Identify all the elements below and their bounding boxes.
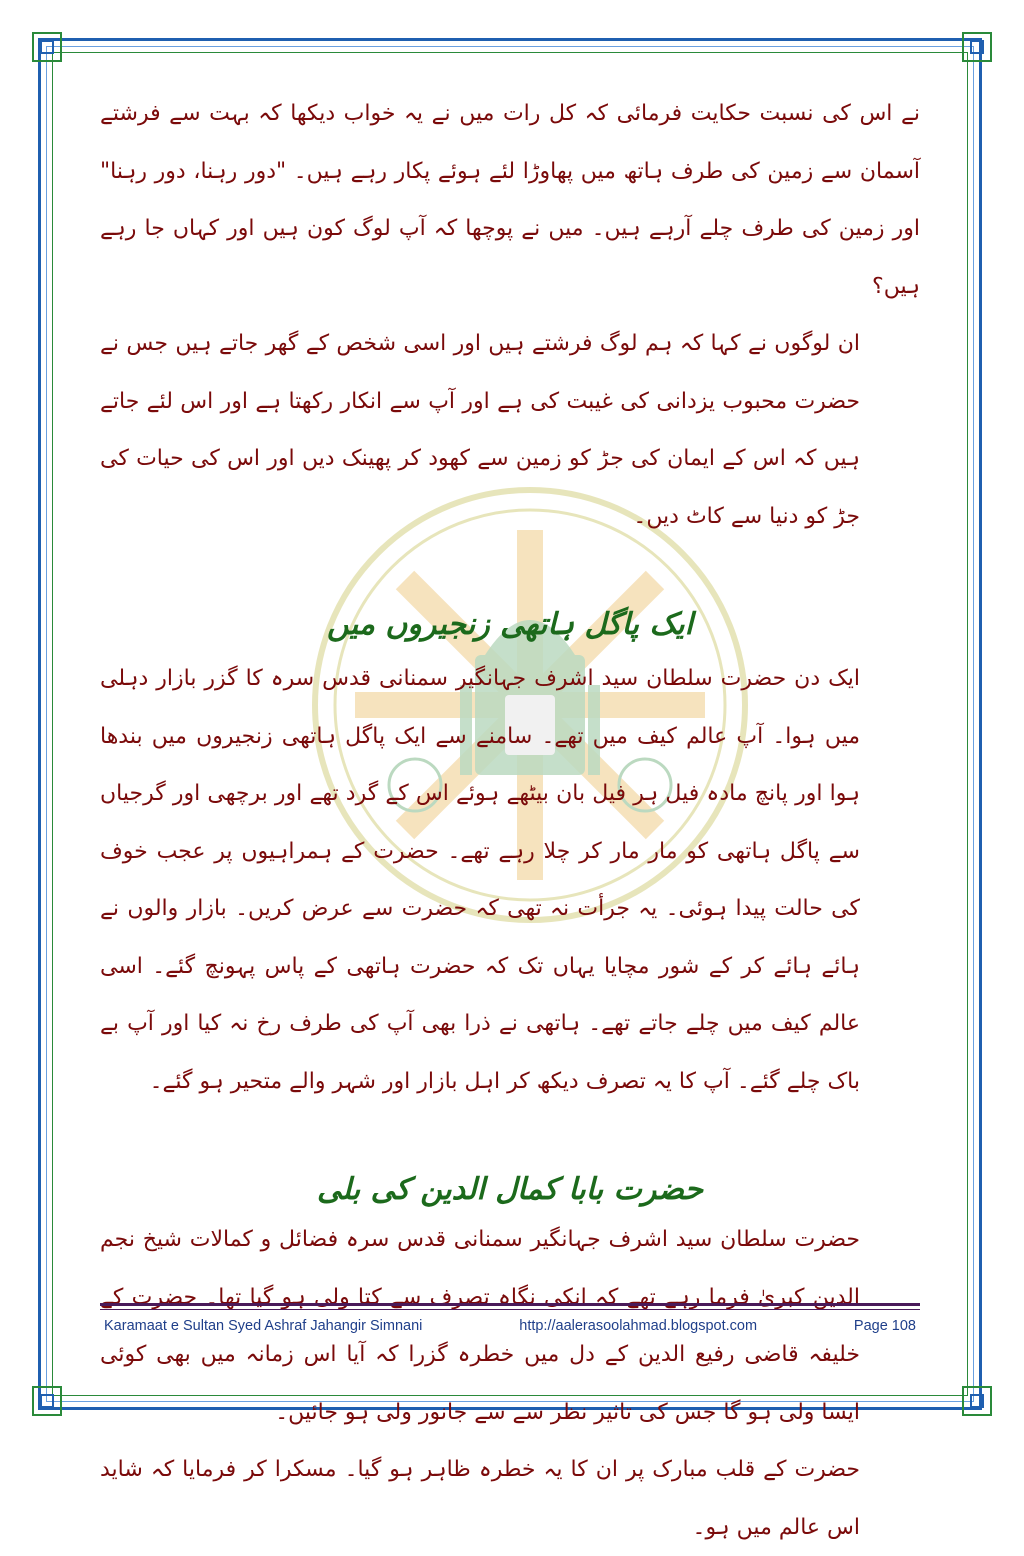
footer-page-number: Page 108 [853,1318,916,1334]
paragraph: حضرت کے قلب مبارک پر ان کا یہ خطرہ ظاہر ہو گیا۔ مسکرا کر فرمایا کہ شاید اس عالم میں ہو۔ [100,1457,860,1540]
page-content [100,85,920,1556]
corner-ornament-bottom-right [962,1386,992,1416]
footer-rule-thin [100,1309,920,1310]
footer-rule [100,1303,920,1306]
paragraph: حضرت سلطان سید اشرف جہانگیر سمنانی قدس سرہ فضائل و کمالات شیخ نجم الدین کبریٰ فرما رہے تھے کہ انکی نگاہ تصرف سے کتا ولی ہو گیا تھا۔ حضرت کے خلیفہ قاضی رفیع الدین کے دل میں خطرہ گزرا کہ آیا اس زمانہ میں بھی کوئی ایسا ولی ہو گا جس کی تاثیر نظر سے سے جانور ولی ہو جائیں۔ [100,1227,860,1425]
paragraph: نے اس کی نسبت حکایت فرمائی کہ کل رات میں نے یہ خواب دیکھا کہ بہت سے فرشتے آسمان سے زمین کی طرف ہاتھ میں پھاوڑا لئے ہوئے پکار رہے ہیں۔ "دور رہنا، دور رہنا" اور زمین کی طرف چلے آرہے ہیں۔ میں نے پوچھا کہ آپ لوگ کون ہیں اور کہاں جا رہے ہیں؟ [100,101,920,299]
page-footer [104,1318,916,1334]
corner-ornament-bottom-left [32,1386,62,1416]
corner-ornament-top-right [962,32,992,62]
paragraph: ان لوگوں نے کہا کہ ہم لوگ فرشتے ہیں اور اسی شخص کے گھر جاتے ہیں جس نے حضرت محبوب یزدانی کی غیبت کی ہے اور آپ سے انکار رکھتا ہے اور اس لئے جاتے ہیں کہ اس کے ایمان کی جڑ کو زمین سے کھود کر پھینک دیں اور اس کی حیات کی جڑ کو دنیا سے کاٹ دیں۔ [100,331,860,529]
footer-url[interactable]: http://aalerasoolahmad.blogspot.com [519,1318,758,1334]
section-heading: حضرت بابا کمال الدین کی بلی [316,1172,704,1207]
corner-ornament-top-left [32,32,62,62]
section-heading: ایک پاگل ہاتھی زنجیروں میں [327,607,693,642]
paragraph: ایک دن حضرت سلطان سید اشرف جہانگیر سمنانی قدس سرہ کا گزر بازار دہلی میں ہوا۔ آپ عالم کیف میں تھے۔ سامنے سے ایک پاگل ہاتھی زنجیروں میں بندھا ہوا اور پانچ مادہ فیل ہر فیل بان بیٹھے ہوئے اس کے گرد تھے اور برچھی اور گرجیاں سے پاگل ہاتھی کو مار مار کر چلا رہے تھے۔ حضرت کے ہمراہیوں پر عجب خوف کی حالت پیدا ہوئی۔ یہ جرأت نہ تھی کہ حضرت سے عرض کریں۔ بازار والوں نے ہائے ہائے کر کے شور مچایا یہاں تک کہ حضرت ہاتھی کے پاس پہونچ گئے۔ اسی عالم کیف میں چلے جاتے تھے۔ ہاتھی نے ذرا بھی آپ کی طرف رخ نہ کیا اور آپ بے باک چلے گئے۔ آپ کا یہ تصرف دیکھ کر اہل بازار اور شہر والے متحیر ہو گئے۔ [100,666,860,1094]
footer-book-title: Karamaat e Sultan Syed Ashraf Jahangir Simnani [104,1318,423,1334]
